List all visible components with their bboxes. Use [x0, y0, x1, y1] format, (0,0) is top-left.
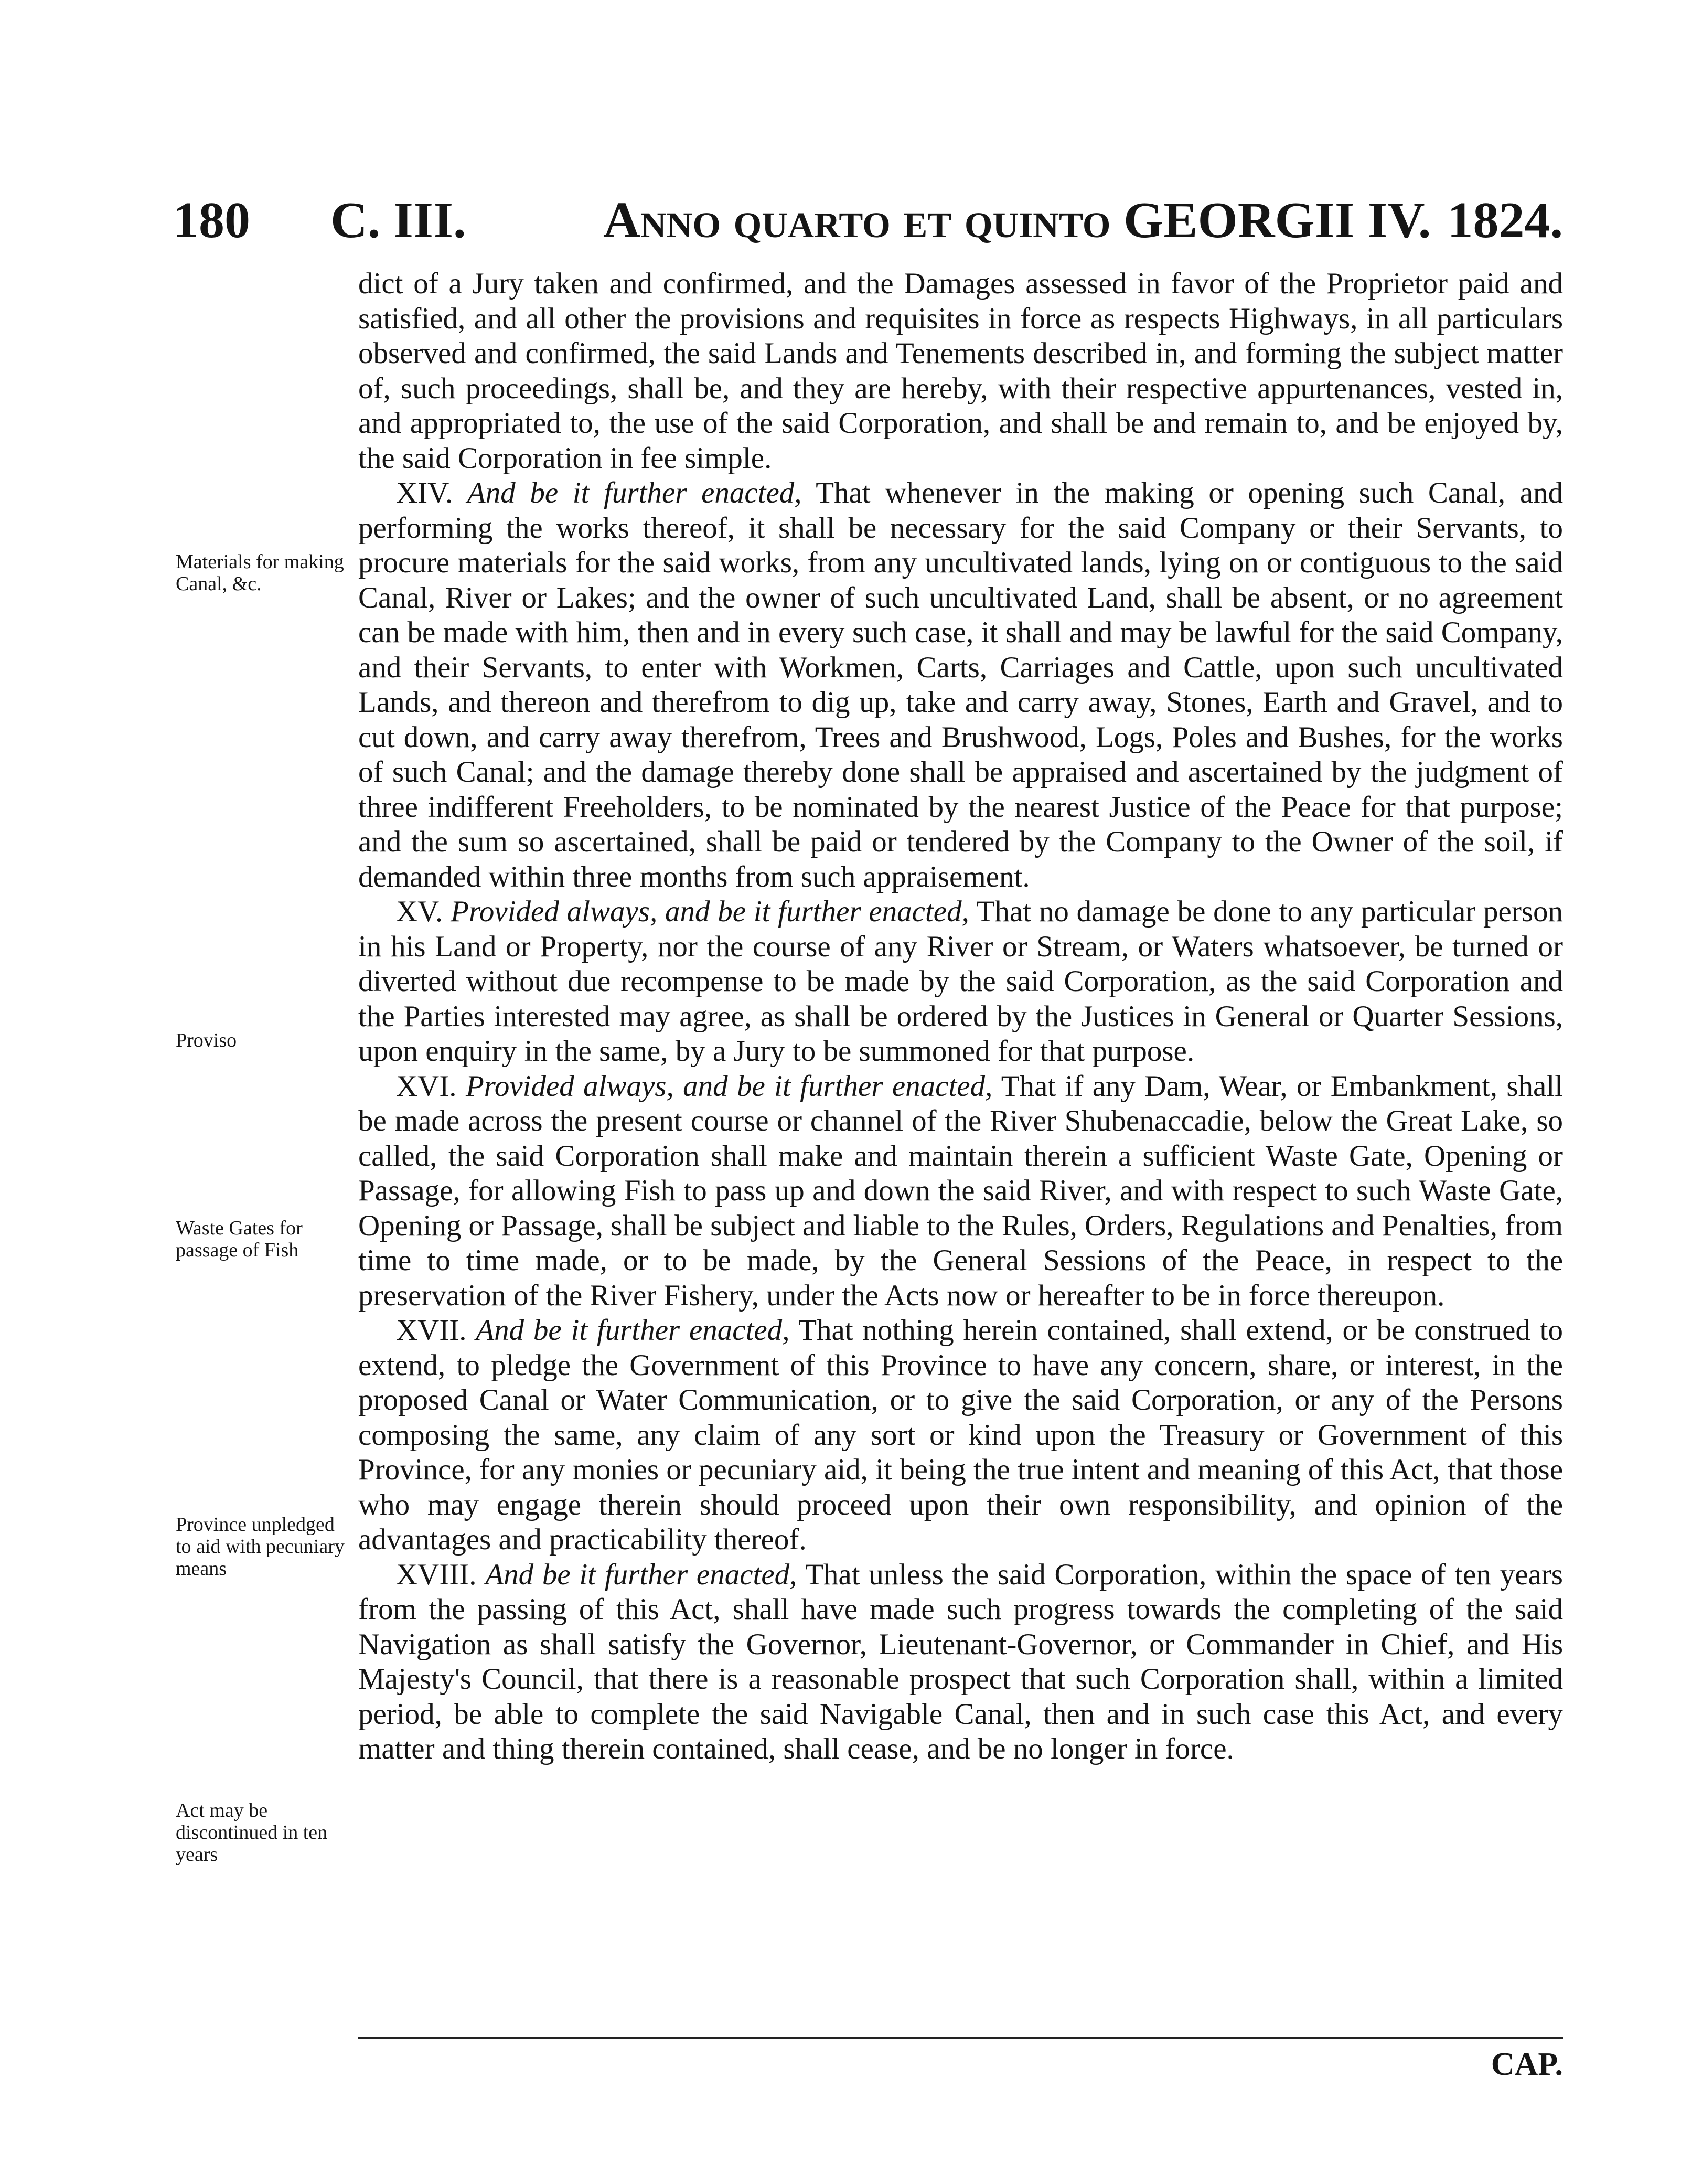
marginal-note-proviso: Proviso [176, 1029, 237, 1051]
marginal-note-waste-gates: Waste Gates for passage of Fish [176, 1217, 303, 1261]
closing-rule [358, 2037, 1563, 2039]
marginal-note-materials: Materials for making Canal, &c. [176, 551, 344, 595]
section-number: XV. [396, 895, 443, 928]
running-header [173, 189, 1563, 252]
section-number: XIV. [396, 476, 453, 509]
enacting-formula: And be it further enacted, [476, 1314, 790, 1347]
section-text: That nothing herein contained, shall extend, or be construed to extend, to pledge the Government of this Province to have any concern, share, or interest, in the proposed Canal or Water Communication, or to give the said Corporation, or any of the Persons composing the same, any claim of any sort or kind upon the Treasury or Government of this Province, for any monies or pecuniary aid, it being the true intent and meaning of this Act, that those who may engage therein should proceed upon their own responsibility, and opinion of the advantages and practicability thereof. [358, 1314, 1563, 1556]
section-text: That whenever in the making or opening such Canal, and performing the works thereof, it shall be necessary for the said Company or their Servants, to procure materials for the said works, from any uncultivated lands, lying on or contiguous to the said Canal, River or Lakes; and the owner of such uncultivated Land, shall be absent, or no agreement can be made with him, then and in every such case, it shall and may be lawful for the said Company, and their Servants, to enter with Workmen, Carts, Carriages and Cattle, upon such uncultivated Lands, and thereon and therefrom to dig up, take and carry away, Stones, Earth and Gravel, and to cut down, and carry away therefrom, Trees and Brushwood, Logs, Poles and Bushes, for the works of such Canal; and the damage thereby done shall be appraised and ascertained by the judgment of three indifferent Freeholders, to be nominated by the nearest Justice of the Peace for that purpose; and the sum so ascertained, shall be paid or tendered by the Company to the Owner of the soil, if demanded within three months from such appraisement. [358, 476, 1564, 893]
section-xvi [358, 1069, 1563, 1314]
page-number: 180 [173, 192, 250, 249]
chapter-number: C. III. [330, 192, 466, 249]
enacting-formula: And be it further enacted, [485, 1558, 797, 1591]
statute-body [358, 267, 1563, 1767]
section-xvii [358, 1313, 1563, 1558]
section-text: That unless the said Corporation, within the space of ten years from the passing of this Act, shall have made such progress towards the completing of the said Navigation as shall satisfy the Governor, Lieutenant-Governor, or Commander in Chief, and His Majesty's Council, that there is a reasonable prospect that such Corporation shall, within a limited period, be able to complete the said Navigable Canal, then and in such case this Act, and every matter and thing therein contained, shall cease, and be no longer in force. [358, 1558, 1563, 1765]
section-text: That if any Dam, Wear, or Embankment, shall be made across the present course or channel of the River Shubenaccadie, below the Great Lake, so called, the said Corporation shall make and maintain therein a sufficient Waste Gate, Opening or Passage, for allowing Fish to pass up and down the said River, and with respect to such Waste Gate, Opening or Passage, shall be subject and liable to the Rules, Orders, Regulations and Penalties, from time to time made, or to be made, by the General Sessions of the Peace, in respect to the preservation of the River Fishery, under the Acts now or hereafter to be in force thereupon. [358, 1069, 1563, 1312]
section-number: XVIII. [396, 1558, 477, 1591]
enacting-formula: Provided always, and be it further enacted, [465, 1069, 993, 1103]
section-number: XVII. [396, 1314, 467, 1347]
marginal-note-discontinued: Act may be discontinued in ten years [176, 1799, 328, 1866]
section-xviii [358, 1558, 1563, 1767]
catchword: CAP. [1491, 2047, 1563, 2082]
section-xiv [358, 476, 1563, 894]
section-xv [358, 894, 1563, 1069]
paragraph-continuation: dict of a Jury taken and confirmed, and the Damages assessed in favor of the Proprietor paid and satisfied, and all other the provisions and requisites in force as respects Highways, in all particulars observed and confirmed, the said Lands and Tenements described in, and forming the subject matter of, such proceedings, shall be, and they are hereby, with their respective appurtenances, vested in, and appropriated to, the use of the said Corporation, and shall be and remain to, and be enjoyed by, the said Corporation in fee simple. [358, 267, 1563, 475]
section-number: XVI. [396, 1069, 457, 1103]
section-text: That no damage be done to any particular person in his Land or Property, nor the course of any River or Stream, or Waters whatsoever, be turned or diverted without due recompense to be made by the said Corporation, as the said Corporation and the Parties interested may agree, as shall be ordered by the Justices in General or Quarter Sessions, upon enquiry in the same, by a Jury to be summoned for that purpose. [358, 895, 1564, 1068]
marginal-note-province: Province unpledged to aid with pecuniary means [176, 1514, 345, 1580]
enacting-formula: And be it further enacted, [467, 476, 802, 509]
header-year: 1824. [1447, 192, 1563, 249]
enacting-formula: Provided always, and be it further enacted, [451, 895, 969, 928]
running-title: Anno quarto et quinto GEORGII IV. [603, 192, 1431, 249]
